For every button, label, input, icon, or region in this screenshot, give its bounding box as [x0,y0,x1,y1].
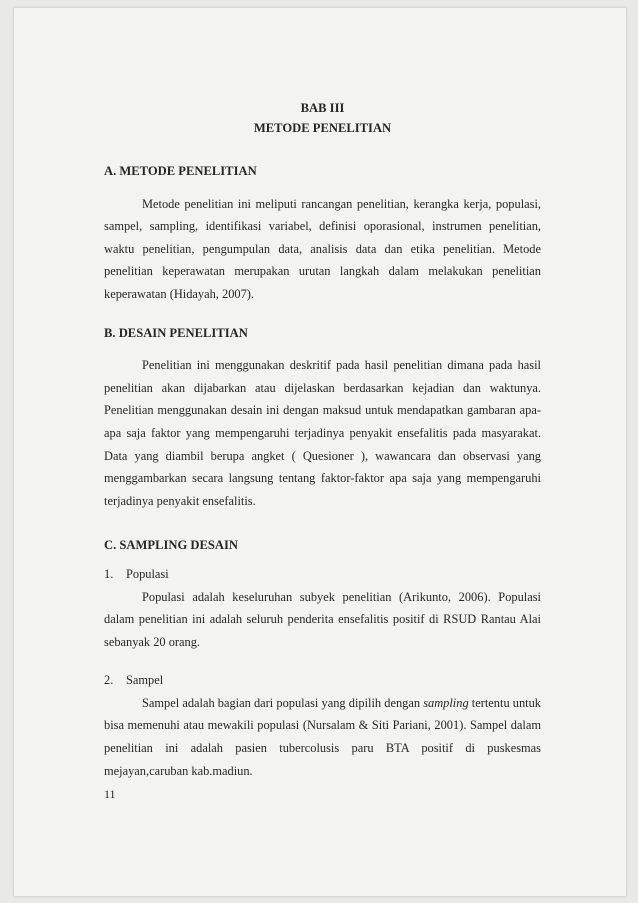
page-content [104,98,541,782]
populasi-number: 1. [104,566,114,581]
section-b-paragraph: Penelitian ini menggunakan deskritif pada hasil penelitian dimana pada hasil penelitian akan dijabarkan atau dijelaskan berdasarkan kejadian dan waktunya. Penelitian menggunakan desain ini dengan maksud untuk mendapatkan gambaran apa-apa saja faktor yang mempengaruhi terjadinya penyakit ensefalitis pada masyarakat. Data yang diambil berupa angket ( Quesioner ), wawancara dan observasi yang menggambarkan secara langsung tentang faktor-faktor apa saja yang mempengaruhi terjadinya penyakit ensefalitis. [104,358,541,508]
populasi-list-item [104,563,541,586]
sampling-italic-term: sampling [423,695,469,710]
sampel-text-end: tertentu untuk bisa memenuhi atau mewakili populasi (Nursalam & Siti Pariani, 2001). Sampel dalam penelitian ini adalah pasien tubercolusis paru BTA positif di puskesmas mejayan,caruban kab.madiun. [104,695,542,778]
chapter-title: METODE PENELITIAN [253,121,392,135]
sampel-label: Sampel [126,673,164,688]
sampel-text-start: Sampel adalah bagian dari populasi yang dipilih dengan [142,695,424,710]
document-page [14,8,626,896]
chapter-label: BAB III [300,101,345,115]
populasi-paragraph: Populasi adalah keseluruhan subyek penelitian (Arikunto, 2006). Populasi dalam penelitian ini adalah seluruh penderita ensefalitis positif di RSUD Rantau Alai sebanyak 20 orang. [104,589,541,649]
populasi-label: Populasi [126,566,169,581]
page-number: 11 [104,787,116,801]
sampel-list-item [104,669,541,692]
sampel-paragraph [104,692,541,782]
section-a-heading: A. METODE PENELITIAN [104,164,257,178]
section-b-heading: B. DESAIN PENELITIAN [104,325,248,340]
section-a-paragraph: Metode penelitian ini meliputi rancangan penelitian, kerangka kerja, populasi, sampel, sampling, identifikasi variabel, definisi oporasional, instrumen penelitian, waktu penelitian, pengumpulan data, analisis data dan etika penelitian. Metode penelitian keperawatan merupakan urutan langkah dalam melakukan penelitian keperawatan (Hidayah, 2007). [104,196,541,301]
sampel-number: 2. [104,673,114,688]
section-c-heading: C. SAMPLING DESAIN [104,538,238,553]
